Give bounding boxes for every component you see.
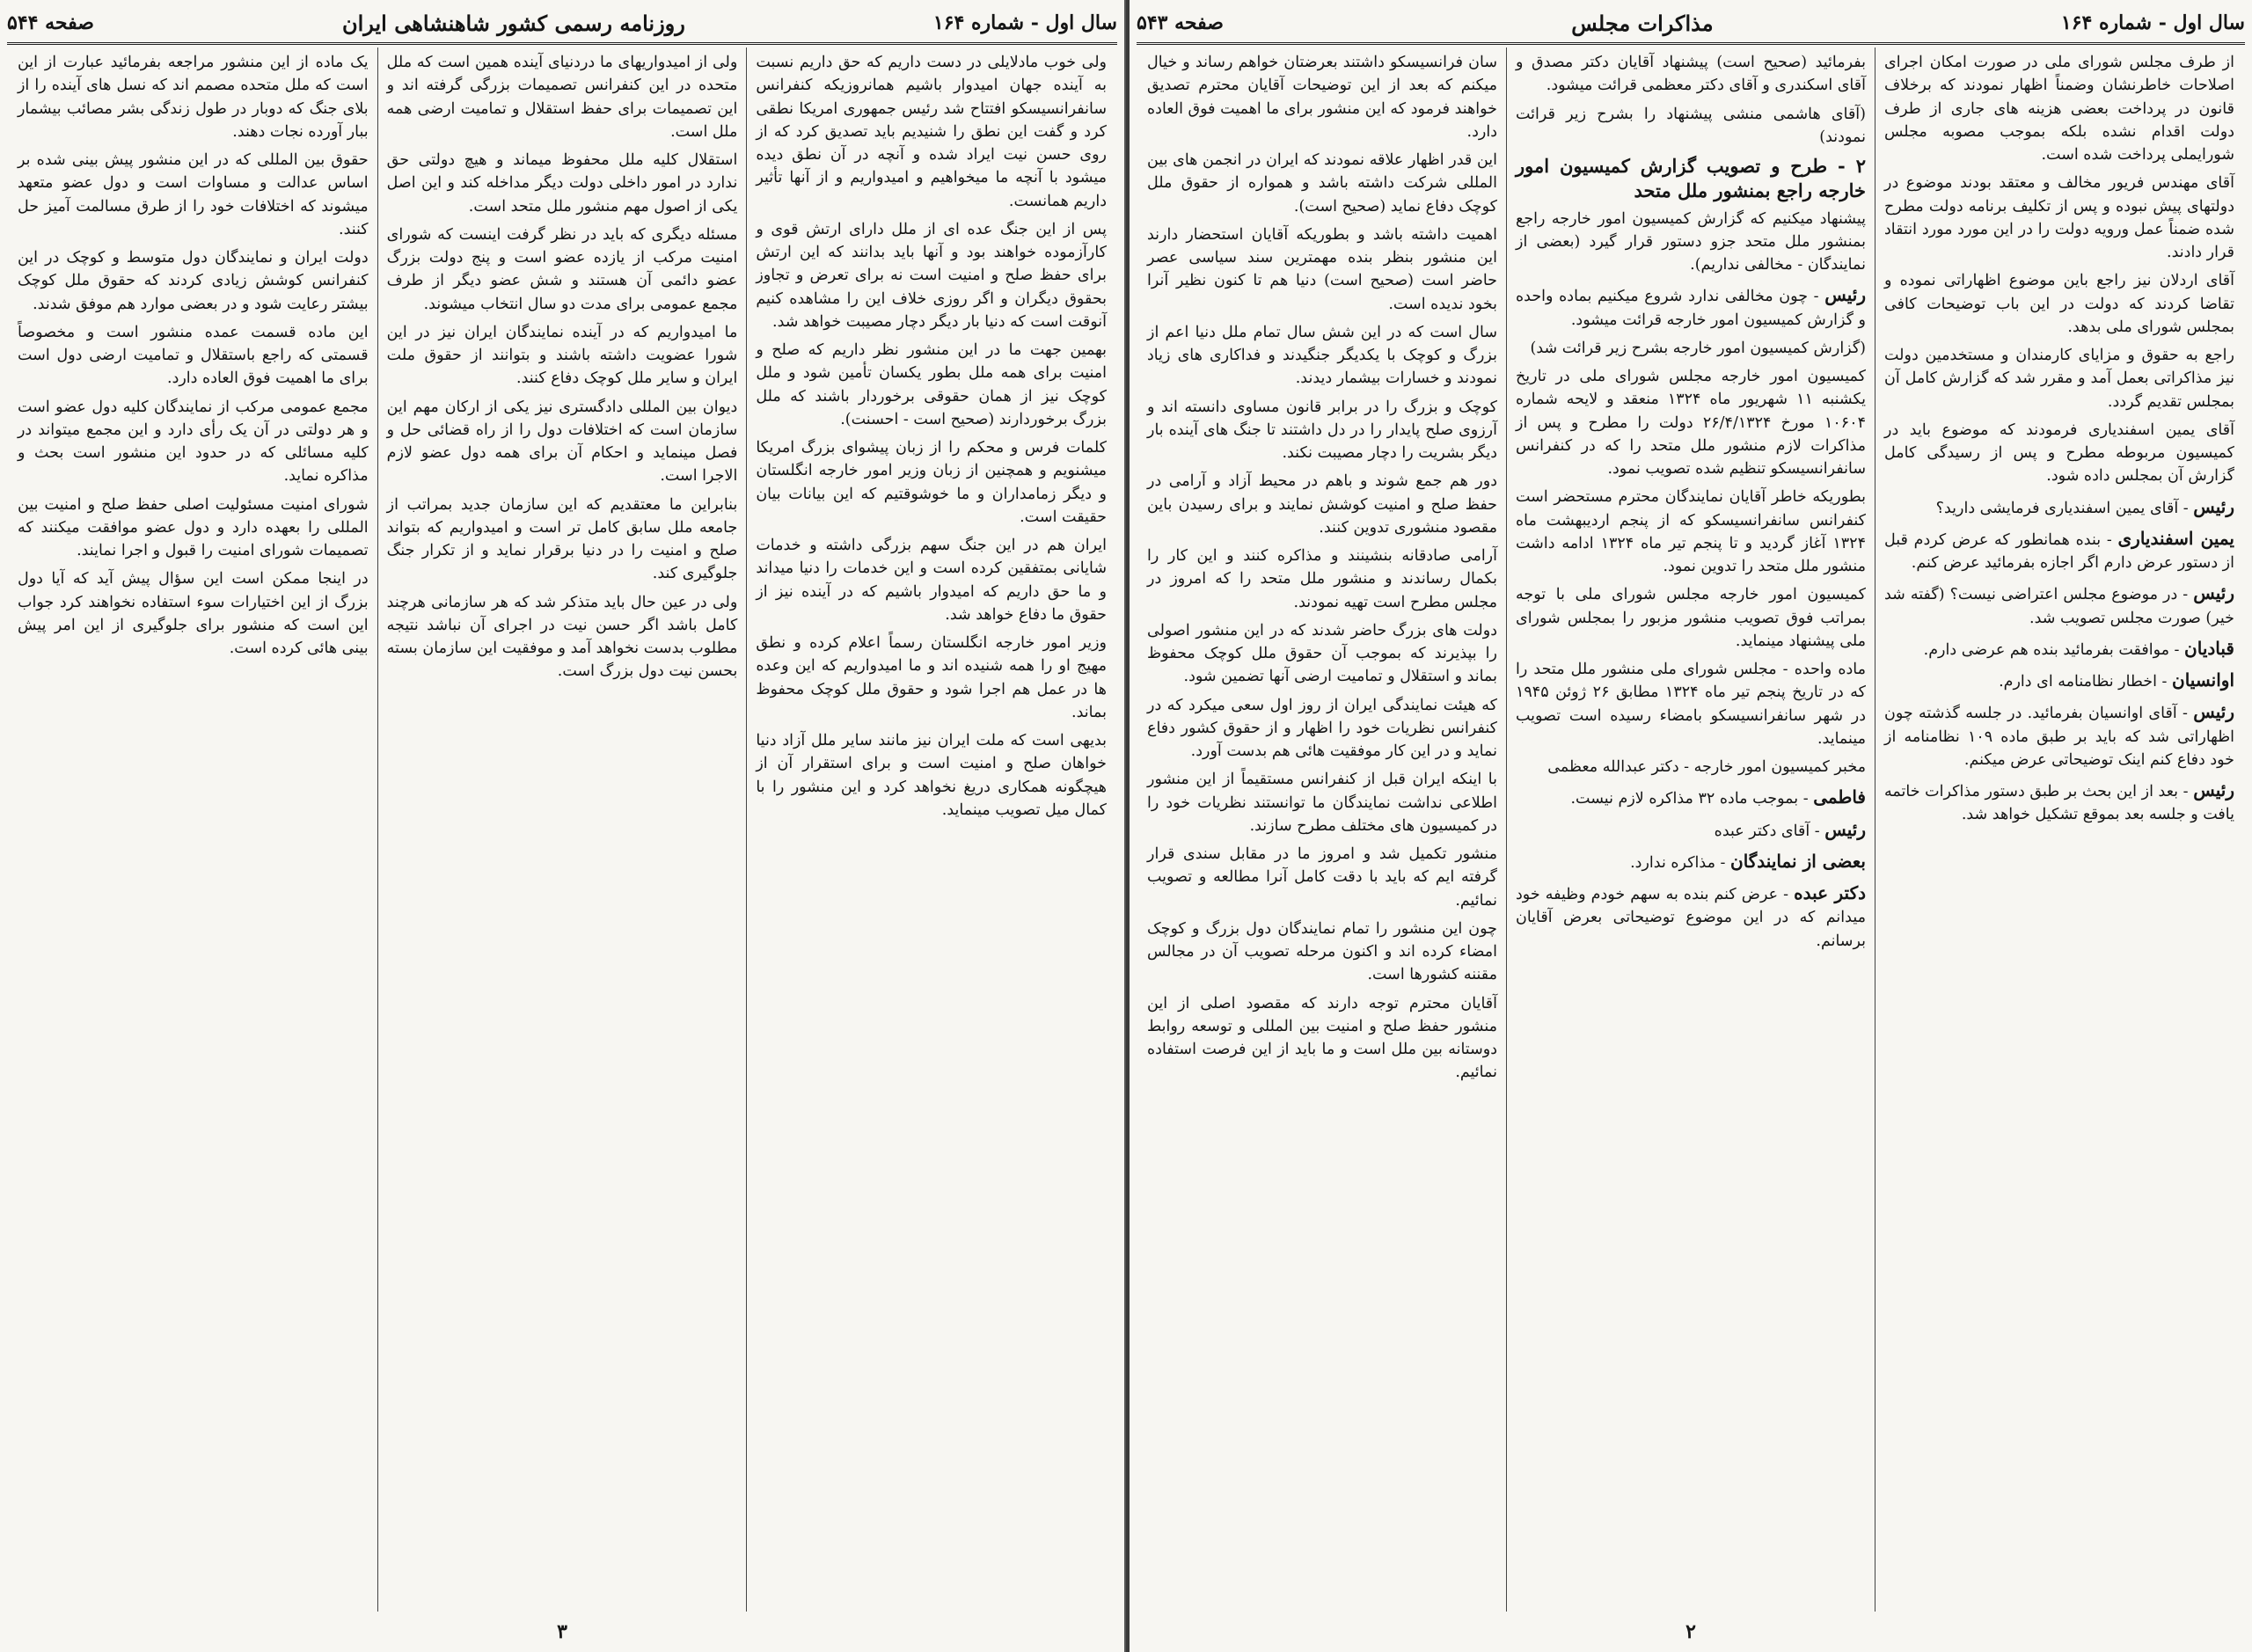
- article-paragraph: مسئله دیگری که باید در نظر گرفت اینست که شورای امنیت مرکب از یازده عضو است و پنج دولت بزرگ عضو دائمی آن هستند و شش عضو دیگر از طرف مجمع عمومی برای مدت دو سال انتخاب میشوند.: [386, 225, 738, 313]
- right-header-issue: سال اول - شماره ۱۶۴: [2060, 11, 2245, 34]
- article-paragraph: رئیس - آقای یمین اسفندیاری فرمایشی دارید؟: [1935, 495, 2234, 517]
- speaker-name: یمین اسفندیاری: [2117, 527, 2234, 549]
- right-page-number: ۲: [1685, 1620, 1696, 1643]
- article-paragraph: فاطمی - بموجب ماده ۳۲ مذاکره لازم نیست.: [1570, 786, 1866, 808]
- left-header-title: روزنامه رسمی کشور شاهنشاهی ایران: [341, 10, 685, 36]
- article-paragraph: (آقای هاشمی منشی پیشنهاد را بشرح زیر قرائت نمودند): [1516, 105, 1866, 146]
- article-paragraph: سان فرانسیسکو داشتند بعرضتان خواهم رساند و خیال میکنم که بعد از این توضیحات آقایان محترم تصدیق خواهند فرمود که این منشور برای ما اهمیت فوق العاده دارد.: [1147, 54, 1497, 141]
- right-page-header: [1137, 4, 2245, 45]
- article-paragraph: پیشنهاد میکنیم که گزارش کمیسیون امور خارجه راجع بمنشور ملل متحد جزو دستور قرار گیرد (بعضی از نمایندگان - مخالفی نداریم).: [1516, 209, 1866, 274]
- left-columns: [9, 48, 1115, 1612]
- article-paragraph: پس از این جنگ عده ای از ملل دارای ارتش قوی و کارآزموده خواهند بود و آنها باید بدانند که این ارتش برای حفظ صلح و امنیت است نه برای تعرض و تجاوز بحقوق دیگران و اگر روزی خلاف این را مشاهده کنیم آنوقت است که دنیا بار دیگر دچار مصیبت خواهد شد.: [756, 220, 1107, 331]
- article-paragraph: شورای امنیت مسئولیت اصلی حفظ صلح و امنیت بین المللی را بعهده دارد و دول عضو موافقت میکنند که تصمیمات شورای امنیت را قبول و اجرا نمایند.: [17, 495, 369, 559]
- speaker-name: بعضی از نمایندگان: [1730, 850, 1866, 872]
- article-paragraph: در اینجا ممکن است این سؤال پیش آید که آیا دول بزرگ از این اختیارات سوء استفاده نخواهند کرد جواب این است که منشور برای جلوگیری از این امر پیش بینی هائی کرده است.: [17, 570, 369, 657]
- article-paragraph: رئیس - چون مخالفی ندارد شروع میکنیم بماده واحده و گزارش کمیسیون امور خارجه قرائت میشود.: [1516, 284, 1866, 329]
- article-paragraph: آقای اردلان نیز راجع باین موضوع اظهاراتی نموده و تقاضا کردند که دولت در این باب توضیحات کافی بمجلس شورای ملی بدهد.: [1884, 272, 2234, 336]
- article-paragraph: بهمین جهت ما در این منشور نظر داریم که صلح و امنیت برای همه ملل بطور یکسان تأمین شود و ملل کوچک نیز از همان حقوقی برخوردار باشند که ملل بزرگ برخوردارند (صحیح است - احسنت).: [756, 341, 1107, 428]
- article-paragraph: کمیسیون امور خارجه مجلس شورای ملی با توجه بمراتب فوق تصویب منشور مزبور را بمجلس شورای ملی پیشنهاد مینماید.: [1516, 586, 1866, 650]
- article-paragraph: رئیس - آقای دکتر عبده: [1714, 818, 1866, 840]
- left-page-number: ۳: [557, 1620, 567, 1643]
- speaker-name: رئیس: [1824, 818, 1866, 840]
- article-paragraph: (گزارش کمیسیون امور خارجه بشرح زیر قرائت شد): [1530, 339, 1866, 357]
- article-paragraph: مخبر کمیسیون امور خارجه - دکتر عبدالله معظمی: [1547, 758, 1866, 777]
- article-paragraph: استقلال کلیه ملل محفوظ میماند و هیچ دولتی حق ندارد در امور داخلی دولت دیگر مداخله کند و این اصل یکی از اصول مهم منشور ملل متحد است.: [386, 151, 738, 216]
- article-paragraph: بدیهی است که ملت ایران نیز مانند سایر ملل آزاد دنیا خواهان صلح و امنیت است و برای استقرار آن از هیچگونه همکاری دریغ نخواهد کرد و این منشور را با کمال میل تصویب مینماید.: [756, 732, 1107, 819]
- speaker-name: اوانسیان: [2172, 669, 2234, 691]
- article-paragraph: آقای یمین اسفندیاری فرمودند که موضوع باید در کمیسیون مربوطه مطرح و پس از رسیدگی کامل گزارش آن بمجلس داده شود.: [1884, 420, 2234, 486]
- article-paragraph: دیوان بین المللی دادگستری نیز یکی از ارکان مهم این سازمان است که اختلافات دول را از راه قضائی حل و فصل مینماید و احکام آن برای همه دول عضو لازم الاجرا است.: [386, 398, 738, 486]
- article-paragraph: چون این منشور را تمام نمایندگان دول بزرگ و کوچک امضاء کرده اند و اکنون مرحله تصویب آن در مجالس مقننه کشورها است.: [1147, 919, 1497, 984]
- article-paragraph: کمیسیون امور خارجه مجلس شورای ملی در تاریخ یکشنبه ۱۱ شهریور ماه ۱۳۲۴ منعقد و لایحه شماره ۱۰۶۰۴ مورخ ۲۶/۴/۱۳۲۴ دولت را مطرح و پس از مذاکرات لازم منشور ملل متحد را که در کنفرانس سانفرانسیسکو تنظیم شده تصویب نمود.: [1516, 368, 1866, 479]
- speaker-name: رئیس: [1824, 284, 1866, 306]
- article-paragraph: ماده واحده - مجلس شورای ملی منشور ملل متحد را که در تاریخ پنجم تیر ماه ۱۳۲۴ مطابق ۲۶ ژوئن ۱۹۴۵ در شهر سانفرانسیسکو بامضاء رسیده است تصویب مینماید.: [1516, 661, 1866, 748]
- article-paragraph: قبادیان - موافقت بفرمائید بنده هم عرضی دارم.: [1923, 637, 2234, 659]
- speaker-name: رئیس: [2193, 779, 2234, 800]
- article-paragraph: دولت های بزرگ حاضر شدند که در این منشور اصولی را بپذیرند که بموجب آن حقوق ملل کوچک محفوظ بماند و استقلال و تمامیت ارضی آنها تضمین شود.: [1147, 621, 1497, 686]
- speaker-name: رئیس: [2193, 701, 2234, 723]
- right-header-title: مذاکرات مجلس: [1571, 10, 1714, 36]
- article-paragraph: یک ماده از این منشور مراجعه بفرمائید عبارت از این است که ملل متحده مصمم اند که نسل های آینده را از بلای جنگ که دوبار در طول زندگی بشر مصائب بیشمار ببار آورده نجات دهند.: [17, 54, 369, 141]
- article-paragraph: بعضی از نمایندگان - مذاکره ندارد.: [1630, 850, 1866, 872]
- article-paragraph: دولت ایران و نمایندگان دول متوسط و کوچک در این کنفرانس کوشش زیادی کردند که حقوق ملل کوچک بیشتر رعایت شود و در بعضی موارد هم موفق شدند.: [17, 249, 369, 313]
- right-header-page: صفحه ۵۴۳: [1137, 11, 1224, 34]
- article-paragraph: یمین اسفندیاری - بنده همانطور که عرض کردم قبل از دستور عرض دارم اگر اجازه بفرمائید عرض کنم.: [1884, 527, 2234, 572]
- article-paragraph: از طرف مجلس شورای ملی در صورت امکان اجرای اصلاحات خاطرنشان وضمناً اظهار نمودند که برخلاف قانون در پرداخت بعضی هزینه های جاری از طرف دولت اقدام نشده بلکه بموجب مصوبه مجلس شورایملی پرداخت شده است.: [1884, 54, 2234, 164]
- article-paragraph: بفرمائید (صحیح است) پیشنهاد آقایان دکتر مصدق و آقای اسکندری و آقای دکتر معظمی قرائت میشود.: [1516, 54, 1866, 95]
- speaker-name: دکتر عبده: [1794, 882, 1866, 904]
- right-page-column-3: [1138, 48, 1506, 1612]
- left-header-page: صفحه ۵۴۴: [7, 11, 94, 34]
- article-paragraph: مجمع عمومی مرکب از نمایندگان کلیه دول عضو است و هر دولتی در آن یک رأی دارد و این مجمع میتواند در کلیه مسائلی که در حدود این منشور است بحث و مذاکره نماید.: [17, 398, 369, 486]
- article-paragraph: ایران هم در این جنگ سهم بزرگی داشته و خدمات شایانی بمتفقین کرده است و این خدمات را دنیا میداند و ما حق داریم که امیدوار باشیم که در آینده نیز از حقوق ما دفاع خواهد شد.: [756, 537, 1107, 624]
- article-paragraph: اهمیت داشته باشد و بطوریکه آقایان استحضار دارند این منشور بنظر بنده مهمترین سند سیاسی عصر حاضر است (صحیح است) دنیا هم تا کنون نظیر آنرا بخود ندیده است.: [1147, 225, 1497, 313]
- left-header-issue: سال اول - شماره ۱۶۴: [932, 11, 1117, 34]
- article-paragraph: منشور تکمیل شد و امروز ما در مقابل سندی قرار گرفته ایم که باید با دقت کامل آنرا مطالعه و تصویب نمائیم.: [1147, 845, 1497, 910]
- left-page-header: [7, 4, 1117, 45]
- right-page-column-1: [1875, 48, 2243, 1612]
- article-paragraph: ولی در عین حال باید متذکر شد که هر سازمانی هرچند کامل باشد اگر حسن نیت در اجرای آن نباشد نتیجه مطلوب بدست نخواهد آمد و موفقیت این سازمان بسته بحسن نیت دول بزرگ است.: [386, 593, 738, 681]
- speaker-name: رئیس: [2193, 495, 2234, 517]
- article-paragraph: آقای مهندس فریور مخالف و معتقد بودند موضوع در دولتهای پیش نبوده و پس از تکلیف برنامه دولت مطرح شده ضمناً عمل ورویه دولت را در این مورد مورد انتقاد قرار دادند.: [1884, 174, 2234, 261]
- speaker-name: قبادیان: [2184, 637, 2234, 659]
- article-paragraph: کلمات فرس و محکم را از زبان پیشوای بزرگ امریکا میشنویم و همچنین از زبان وزیر امور خارجه انگلستان و دیگر زمامداران و ما خوشوقتیم که این بیانات بیان حقیقت است.: [756, 439, 1107, 526]
- speaker-name: فاطمی: [1813, 786, 1866, 808]
- right-page-column-2: [1506, 48, 1875, 1612]
- article-paragraph: این قدر اظهار علاقه نمودند که ایران در انجمن های بین المللی شرکت داشته باشد و همواره از حقوق ملل کوچک دفاع نماید (صحیح است).: [1147, 151, 1497, 216]
- article-paragraph: کوچک و بزرگ را در برابر قانون مساوی دانسته اند و آرزوی صلح پایدار را در دل داشتند تا جنگ های آینده بار دیگر بشریت را دچار مصیبت نکند.: [1147, 398, 1497, 462]
- article-paragraph: رئیس - آقای اوانسیان بفرمائید. در جلسه گذشته چون اظهاراتی شد که باید بر طبق ماده ۱۰۹ نظامنامه از خود دفاع کنم اینک توضیحاتی عرض میکنم.: [1884, 701, 2235, 769]
- article-paragraph: رئیس - بعد از این بحث بر طبق دستور مذاکرات خاتمه یافت و جلسه بعد بموقع تشکیل خواهد شد.: [1884, 779, 2234, 824]
- article-paragraph: که هیئت نمایندگی ایران از روز اول سعی میکرد که در کنفرانس نظریات خود را اظهار و از حقوق کشور دفاع نماید و در این کار موفقیت هائی هم بدست آورد.: [1147, 696, 1497, 760]
- article-paragraph: دور هم جمع شوند و باهم در محیط آزاد و آرامی در حفظ صلح و امنیت کوشش نمایند و برای رسیدن باین مقصود منشوری تدوین کنند.: [1147, 472, 1497, 537]
- article-paragraph: آقایان محترم توجه دارند که مقصود اصلی از این منشور حفظ صلح و امنیت بین المللی و توسعه روابط دوستانه بین ملل است و ما باید از این فرصت استفاده نمائیم.: [1147, 994, 1497, 1082]
- article-paragraph: رئیس - در موضوع مجلس اعتراضی نیست؟ (گفته شد خیر) صورت مجلس تصویب شد.: [1884, 582, 2234, 627]
- right-columns: [1138, 48, 2243, 1612]
- article-paragraph: اوانسیان - اخطار نظامنامه ای دارم.: [1999, 669, 2234, 691]
- article-paragraph: ما امیدواریم که در آینده نمایندگان ایران نیز در این شورا عضویت داشته باشند و بتوانند از حقوق ملت ایران و سایر ملل کوچک دفاع کنند.: [386, 323, 738, 388]
- left-page-column-2: [377, 48, 747, 1612]
- article-paragraph: این ماده قسمت عمده منشور است و مخصوصاً قسمتی که راجع باستقلال و تمامیت ارضی دول است برای ما اهمیت فوق العاده دارد.: [17, 323, 369, 388]
- speaker-name: رئیس: [2193, 582, 2234, 604]
- left-page-column-3: [9, 48, 377, 1612]
- right-page: [1130, 0, 2252, 1652]
- article-paragraph: بطوریکه خاطر آقایان نمایندگان محترم مستحضر است کنفرانس سانفرانسیسکو که از پنجم اردیبهشت ماه ۱۳۲۴ آغاز گردید و تا پنجم تیر ماه ۱۳۲۴ ادامه داشت منشور ملل متحد را تدوین نمود.: [1516, 488, 1866, 576]
- article-paragraph: ولی خوب مادلایلی در دست داریم که حق داریم نسبت به آینده جهان امیدوار باشیم همانروزیکه کنفرانس سانفرانسیسکو افتتاح شد رئیس جمهوری امریکا نطقی کرد و گفت این نطق را شنیدیم باید تصدیق کرد که از روی حسن نیت ایراد شده و آنچه در آن نطق دیده میشود با آنچه ما میخواهیم و امیدواریم و از آنها تأثیر داریم همانست.: [756, 54, 1107, 210]
- article-paragraph: بنابراین ما معتقدیم که این سازمان جدید بمراتب از جامعه ملل سابق کامل تر است و امیدواریم که بتواند صلح و امنیت را در دنیا برقرار نماید و از تکرار جنگ جلوگیری کند.: [386, 495, 738, 583]
- article-paragraph: وزیر امور خارجه انگلستان رسماً اعلام کرده و نطق مهیج او را همه شنیده اند و ما امیدواریم که این وعده ها در عمل هم اجرا شود و حقوق ملل کوچک محفوظ بماند.: [756, 634, 1107, 721]
- article-paragraph: ولی از امیدواریهای ما دردنیای آینده همین است که ملل متحده در این کنفرانس تصمیمات بزرگی گرفته اند و این تصمیمات برای حفظ استقلال و تمامیت ارضی همه ملل است.: [386, 54, 738, 141]
- article-paragraph: حقوق بین المللی که در این منشور پیش بینی شده بر اساس عدالت و مساوات است و دول عضو متعهد میشوند که اختلافات خود را از طرق مسالمت آمیز حل کنند.: [17, 151, 369, 238]
- article-paragraph: راجع به حقوق و مزایای کارمندان و مستخدمین دولت نیز مذاکراتی بعمل آمد و مقرر شد که گزارش کامل آن بمجلس تقدیم گردد.: [1884, 347, 2234, 411]
- article-paragraph: با اینکه ایران قبل از کنفرانس مستقیماً از این منشور اطلاعی نداشت نمایندگان ما توانستند نظریات خود را در کمیسیون های مختلف مطرح سازند.: [1147, 771, 1497, 835]
- article-paragraph: آرامی صادقانه بنشینند و مذاکره کنند و این کار را بکمال رساندند و منشور ملل متحد را که امروز در مجلس مطرح است تهیه نمودند.: [1147, 547, 1497, 611]
- left-page-column-1: [746, 48, 1115, 1612]
- section-heading: ۲ - طرح و تصویب گزارش کمیسیون امور خارجه راجع بمنشور ملل متحد: [1516, 155, 1866, 202]
- article-paragraph: سال است که در این شش سال تمام ملل دنیا اعم از بزرگ و کوچک با یکدیگر جنگیدند و فداکاری های زیاد نمودند و خسارات بیشمار دیدند.: [1147, 323, 1497, 388]
- article-paragraph: دکتر عبده - عرض کنم بنده به سهم خودم وظیفه خود میدانم که در این موضوع توضیحاتی بعرض آقایان برسانم.: [1516, 882, 1866, 950]
